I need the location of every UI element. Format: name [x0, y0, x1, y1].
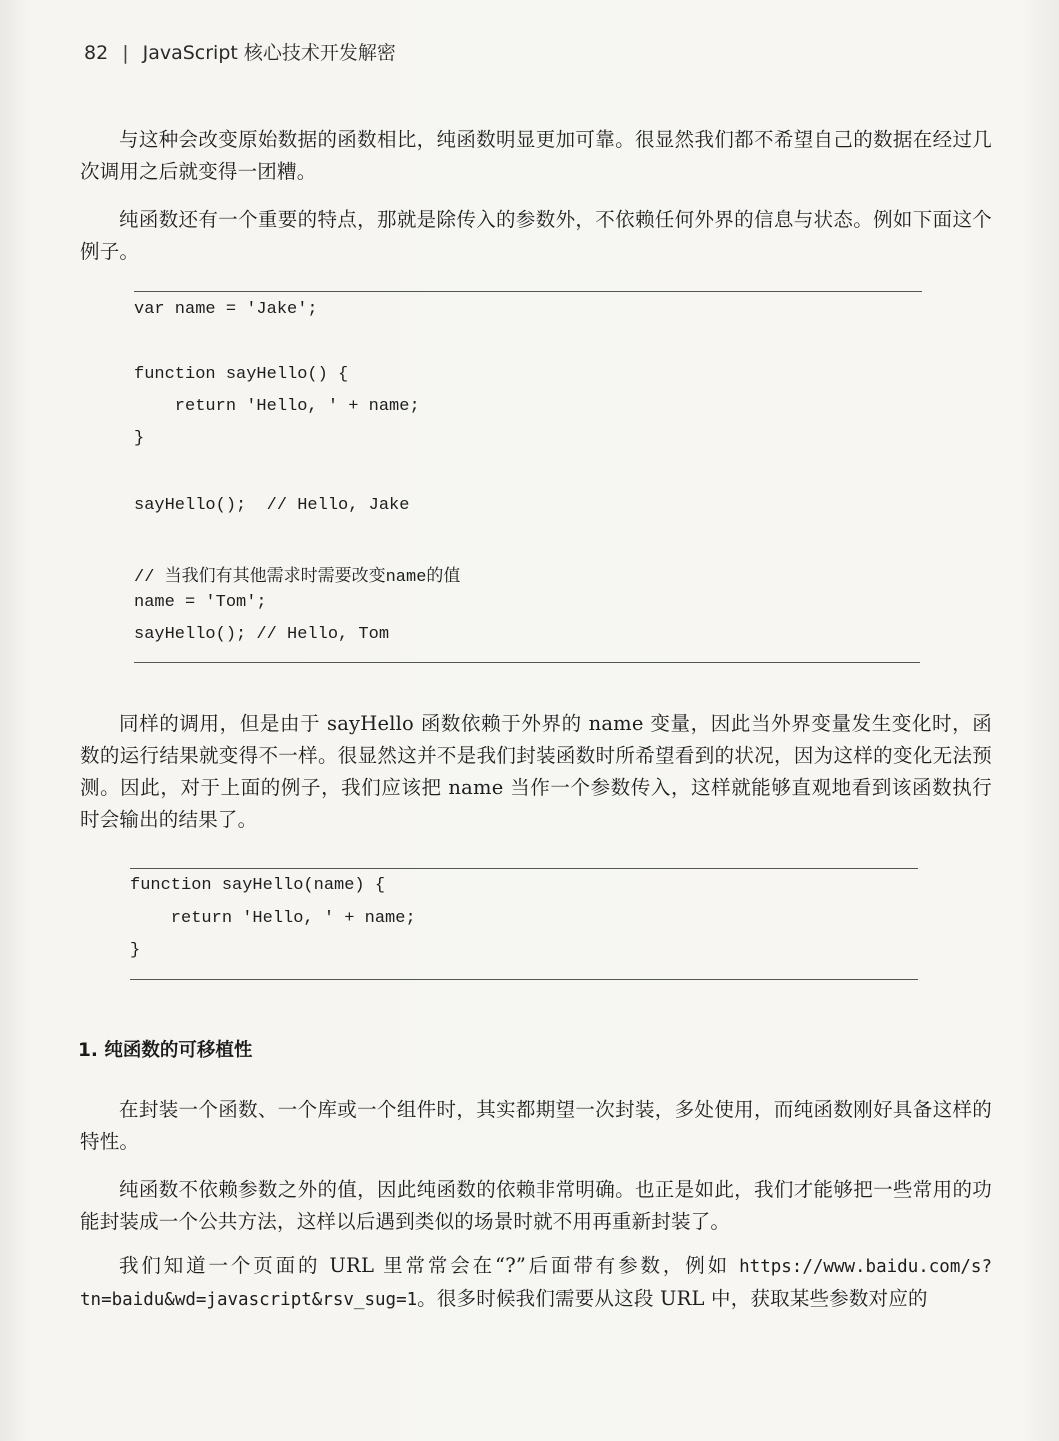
- url-example: https://www.baidu.com/s?tn=baidu&wd=javascript&rsv_sug=1: [80, 1257, 992, 1310]
- paragraph-4: 在封装一个函数、一个库或一个组件时，其实都期望一次封装，多处使用，而纯函数刚好具备这样的特性。: [80, 1098, 992, 1153]
- paragraph-6-text-after: 。很多时候我们需要从这段 URL 中，获取某些参数对应的: [417, 1287, 928, 1310]
- code-block-1-top-rule: [134, 291, 922, 292]
- code-line: var name = 'Jake';: [134, 300, 318, 319]
- paragraph-6: [80, 1250, 992, 1316]
- code-block-1-bottom-rule: [134, 662, 920, 663]
- paragraph-3: 同样的调用，但是由于 sayHello 函数依赖于外界的 name 变量，因此当外界变量发生变化时，函数的运行结果就变得不一样。很显然这并不是我们封装函数时所希望看到的状况，因为这样的变化无法预测。因此，对于上面的例子，我们应该把 name 当作一个参数传入，这样就能够直观地看到该函数执行时会输出的结果了。: [80, 712, 992, 831]
- code-line: }: [130, 941, 141, 960]
- code-line: return 'Hello, ' + name;: [130, 909, 416, 928]
- header-separator: |: [122, 42, 129, 64]
- code-line: return 'Hello, ' + name;: [134, 397, 420, 416]
- section-heading: 1. 纯函数的可移植性: [78, 1040, 253, 1061]
- code-line: sayHello(); // Hello, Tom: [134, 625, 390, 644]
- code-block-2-top-rule: [130, 868, 918, 869]
- paragraph-2: 纯函数还有一个重要的特点，那就是除传入的参数外，不依赖任何外界的信息与状态。例如下面这个例子。: [80, 208, 992, 263]
- code-line: }: [134, 429, 145, 448]
- code-line: name = 'Tom';: [134, 593, 267, 612]
- code-line: function sayHello(name) {: [130, 876, 386, 895]
- book-title: JavaScript 核心技术开发解密: [142, 42, 396, 64]
- paragraph-5: 纯函数不依赖参数之外的值，因此纯函数的依赖非常明确。也正是如此，我们才能够把一些常用的功能封装成一个公共方法，这样以后遇到类似的场景时就不用再重新封装了。: [80, 1178, 992, 1233]
- code-comment-line: // 当我们有其他需求时需要改变name的值: [134, 568, 461, 587]
- code-block-1: [134, 300, 461, 644]
- running-header: [84, 38, 396, 65]
- code-line: function sayHello() {: [134, 365, 349, 384]
- page-number: 82: [84, 42, 109, 64]
- paragraph-6-text-before: 我们知道一个页面的 URL 里常常会在“?”后面带有参数，例如: [119, 1254, 740, 1277]
- code-line: sayHello(); // Hello, Jake: [134, 496, 410, 515]
- paragraph-1: 与这种会改变原始数据的函数相比，纯函数明显更加可靠。很显然我们都不希望自己的数据在经过几次调用之后就变得一团糟。: [80, 128, 992, 183]
- code-block-2-bottom-rule: [130, 979, 918, 980]
- code-block-2: [130, 876, 416, 971]
